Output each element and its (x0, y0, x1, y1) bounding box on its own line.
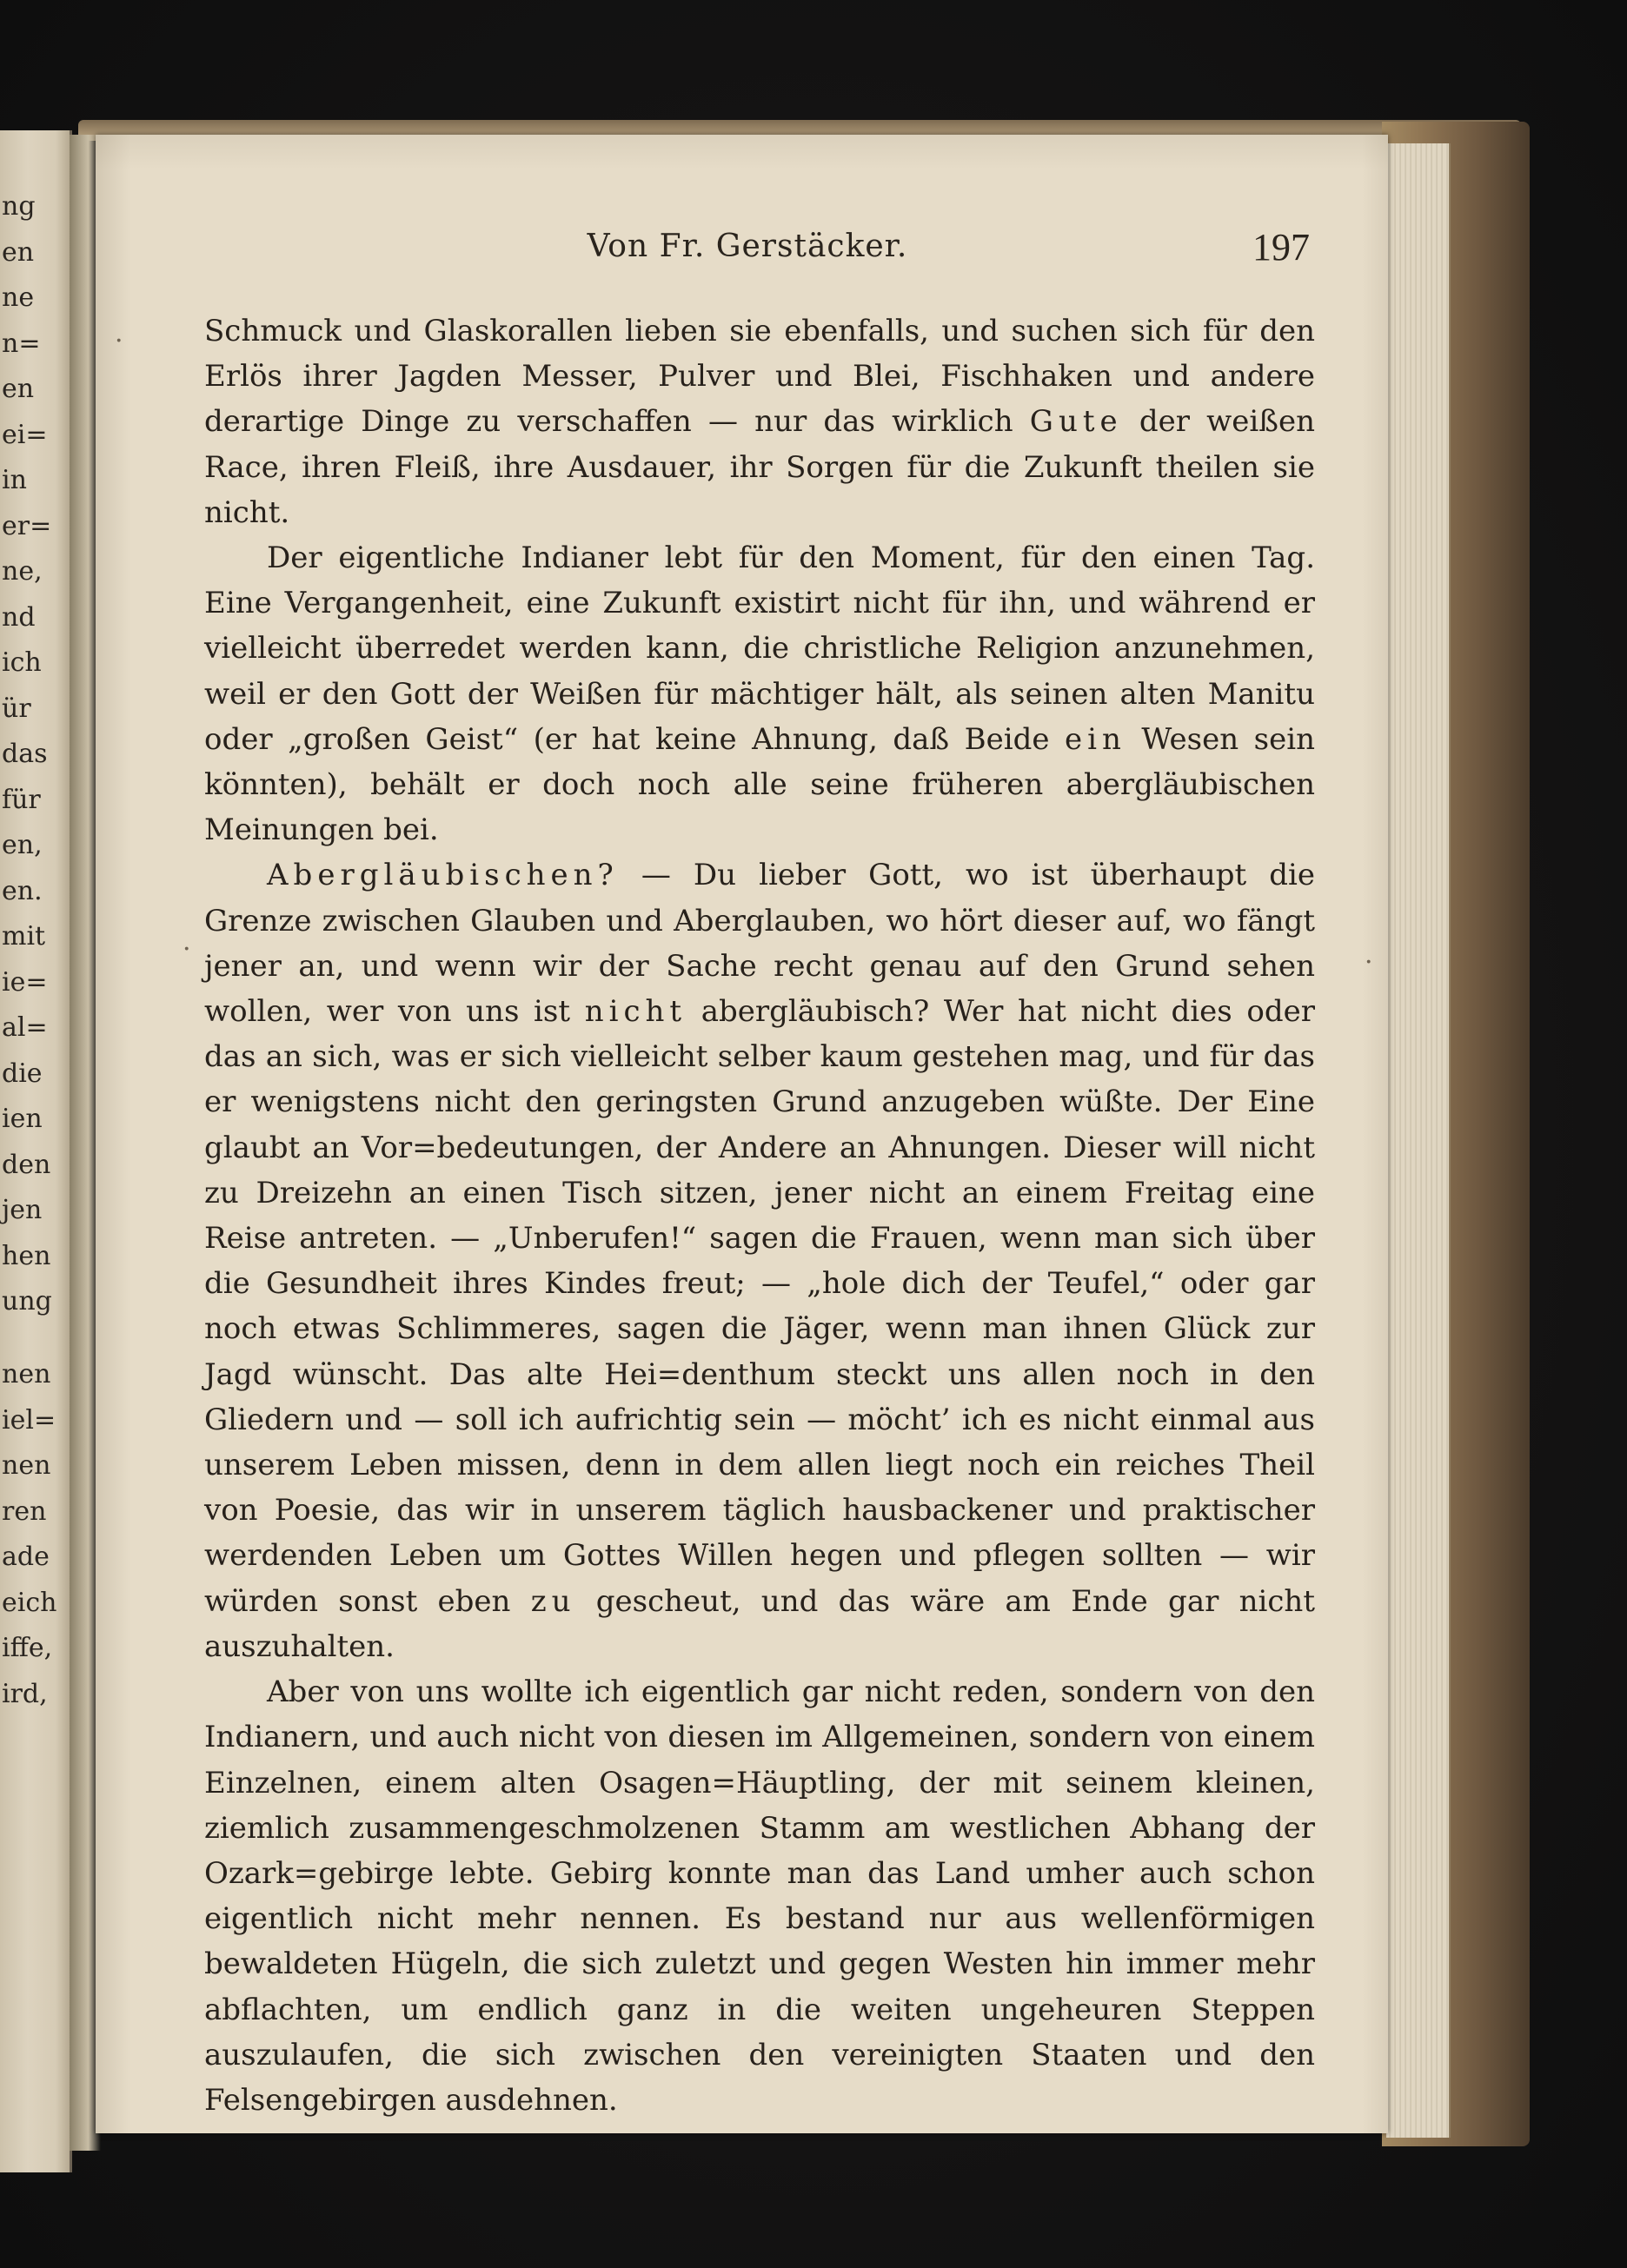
paragraph-p2 (204, 535, 1315, 852)
left-page-fragment: iffe, (2, 1633, 53, 1663)
left-page-fragment: ür (2, 693, 31, 724)
paragraph-text: Aber von uns wollte ich eigentlich gar nicht reden, sondern von den Indianern, und auch nicht von diesen im Allgemeinen, sondern von einem Einzelnen, einem alten Osagen=Häuptling, der mit seinem kleinen, ziemlich zusammengeschmolzenen Stamm am westlichen Abhang der Ozark=gebirge lebte. Gebirg konnte man das Land umher auch schon eigentlich nicht mehr nennen. Es bestand nur aus wellenförmigen bewaldeten Hügeln, die sich zuletzt und gegen Westen hin immer mehr abflachten, um endlich ganz in die weiten ungeheuren Steppen auszulaufen, die sich zwischen den vereinigten Staaten und den Felsengebirgen ausdehnen. (204, 1674, 1315, 2118)
left-page-fragment: nd (2, 601, 36, 633)
left-page-fragment: ien (2, 1104, 43, 1134)
left-page-fragment: hen (2, 1240, 51, 1271)
left-page-fragment: ade (2, 1542, 50, 1572)
left-page-fragment: ren (2, 1495, 47, 1527)
left-page-fragment: das (2, 739, 48, 769)
emphasized-text: Gute (1029, 404, 1123, 440)
paragraph-text: Wesen sein könnten), behält er doch noch alle seine früheren abergläubischen Meinungen bei. (204, 721, 1315, 848)
left-page-fragment: al= (2, 1012, 48, 1043)
left-page-fragment: en, (2, 830, 43, 860)
left-page-fragment: iel= (2, 1404, 56, 1436)
left-page-fragment: er= (2, 510, 52, 541)
left-page-fragment: ung (2, 1286, 52, 1316)
margin-dot: · (1365, 947, 1373, 978)
margin-dot: · (183, 934, 191, 965)
left-page-fragment: jen (2, 1195, 43, 1225)
page-number: 197 (1252, 226, 1310, 269)
body-text (204, 308, 1315, 2123)
left-page-fragment: ie= (2, 966, 48, 998)
left-page-fragment: ne, (2, 556, 43, 587)
left-page-fragment: ei= (2, 419, 48, 450)
left-page-fragment: ne (2, 282, 35, 313)
paragraph-p1 (204, 308, 1315, 535)
paragraph-text: abergläubisch? Wer hat nicht dies oder das an sich, was er sich vielleicht selber kaum gestehen mag, und für das er wenigstens nicht den geringsten Grund anzugeben wüßte. Der Eine glaubt an Vor=bedeutungen, der Andere an Ahnungen. Dieser will nicht zu Dreizehn an einen Tisch sitzen, jener nicht an einem Freitag eine Reise antreten. — „Unberufen!“ sagen die Frauen, wenn man sich über die Gesundheit ihres Kindes freut; — „hole dich der Teufel,“ oder gar noch etwas Schlimmeres, sagen die Jäger, wenn man ihnen Glück zur Jagd wünscht. Das alte Hei=denthum steckt uns allen noch in den Gliedern und — soll ich aufrichtig sein — möcht’ ich es nicht einmal aus unserem Leben missen, denn in dem allen liegt noch ein reiches Theil von Poesie, das wir in unserem täglich hausbackener und praktischer werdenden Leben um Gottes Willen hegen und pflegen sollten — wir würden sonst eben (204, 994, 1316, 1619)
emphasized-text: zu (530, 1583, 576, 1619)
paragraph-text: der weißen Race, ihren Fleiß, ihre Ausdauer, ihr Sorgen für die Zukunft theilen sie nicht. (204, 404, 1315, 530)
margin-dot: · (115, 326, 123, 356)
left-page-fragment: n= (2, 328, 41, 359)
left-page-fragment: en. (2, 875, 43, 906)
book-page (96, 135, 1388, 2133)
left-page-fragment: ich (2, 647, 42, 678)
paragraph-p3 (204, 852, 1315, 1669)
paragraph-text: Schmuck und Glaskorallen lieben sie ebenfalls, und suchen sich für den Erlös ihrer Jagden Messer, Pulver und Blei, Fischhaken und andere derartige Dinge zu verschaffen — nur das wirklich (204, 314, 1315, 440)
emphasized-text: Abergläubischen? (267, 858, 619, 893)
left-page-fragment: en (2, 236, 35, 268)
left-page-fragment: nen (2, 1359, 51, 1389)
running-head (96, 226, 1388, 281)
left-page-fragment: eich (2, 1587, 57, 1618)
left-page-fragment: für (2, 784, 41, 815)
emphasized-text: ein (1064, 721, 1126, 757)
page-block-edges (1386, 143, 1451, 2138)
paragraph-text: Der eigentliche Indianer lebt für den Moment, für den einen Tag. Eine Vergangenheit, eine Zukunft existirt nicht für ihn, und während er vielleicht überredet werden kann, die christliche Religion anzunehmen, weil er den Gott der Weißen für mächtiger hält, als seinen alten Manitu oder „großen Geist“ (er hat keine Ahnung, daß Beide (204, 540, 1315, 757)
left-page-fragment: den (2, 1149, 51, 1180)
left-page-fragment: en (2, 374, 35, 404)
left-page-fragment: ng (2, 191, 36, 222)
left-page-fragment: ird, (2, 1678, 48, 1709)
emphasized-text: nicht (584, 994, 687, 1030)
left-page-fragment: mit (2, 921, 46, 952)
left-page-fragment: die (2, 1058, 43, 1089)
running-title: Von Fr. Gerstäcker. (587, 229, 908, 264)
paragraph-text: gescheut, und das wäre am Ende gar nicht auszuhalten. (204, 1583, 1315, 1664)
paragraph-text: — Du lieber Gott, wo ist überhaupt die Grenze zwischen Glauben und Aberglauben, wo hört dieser auf, wo fängt jener an, und wenn wir der Sache recht genau auf den Grund sehen wollen, wer von uns ist (204, 858, 1315, 1030)
previous-page-edge (0, 130, 72, 2172)
left-page-fragment: nen (2, 1450, 51, 1481)
left-page-fragment: in (2, 465, 27, 495)
paragraph-p4 (204, 1669, 1315, 2123)
